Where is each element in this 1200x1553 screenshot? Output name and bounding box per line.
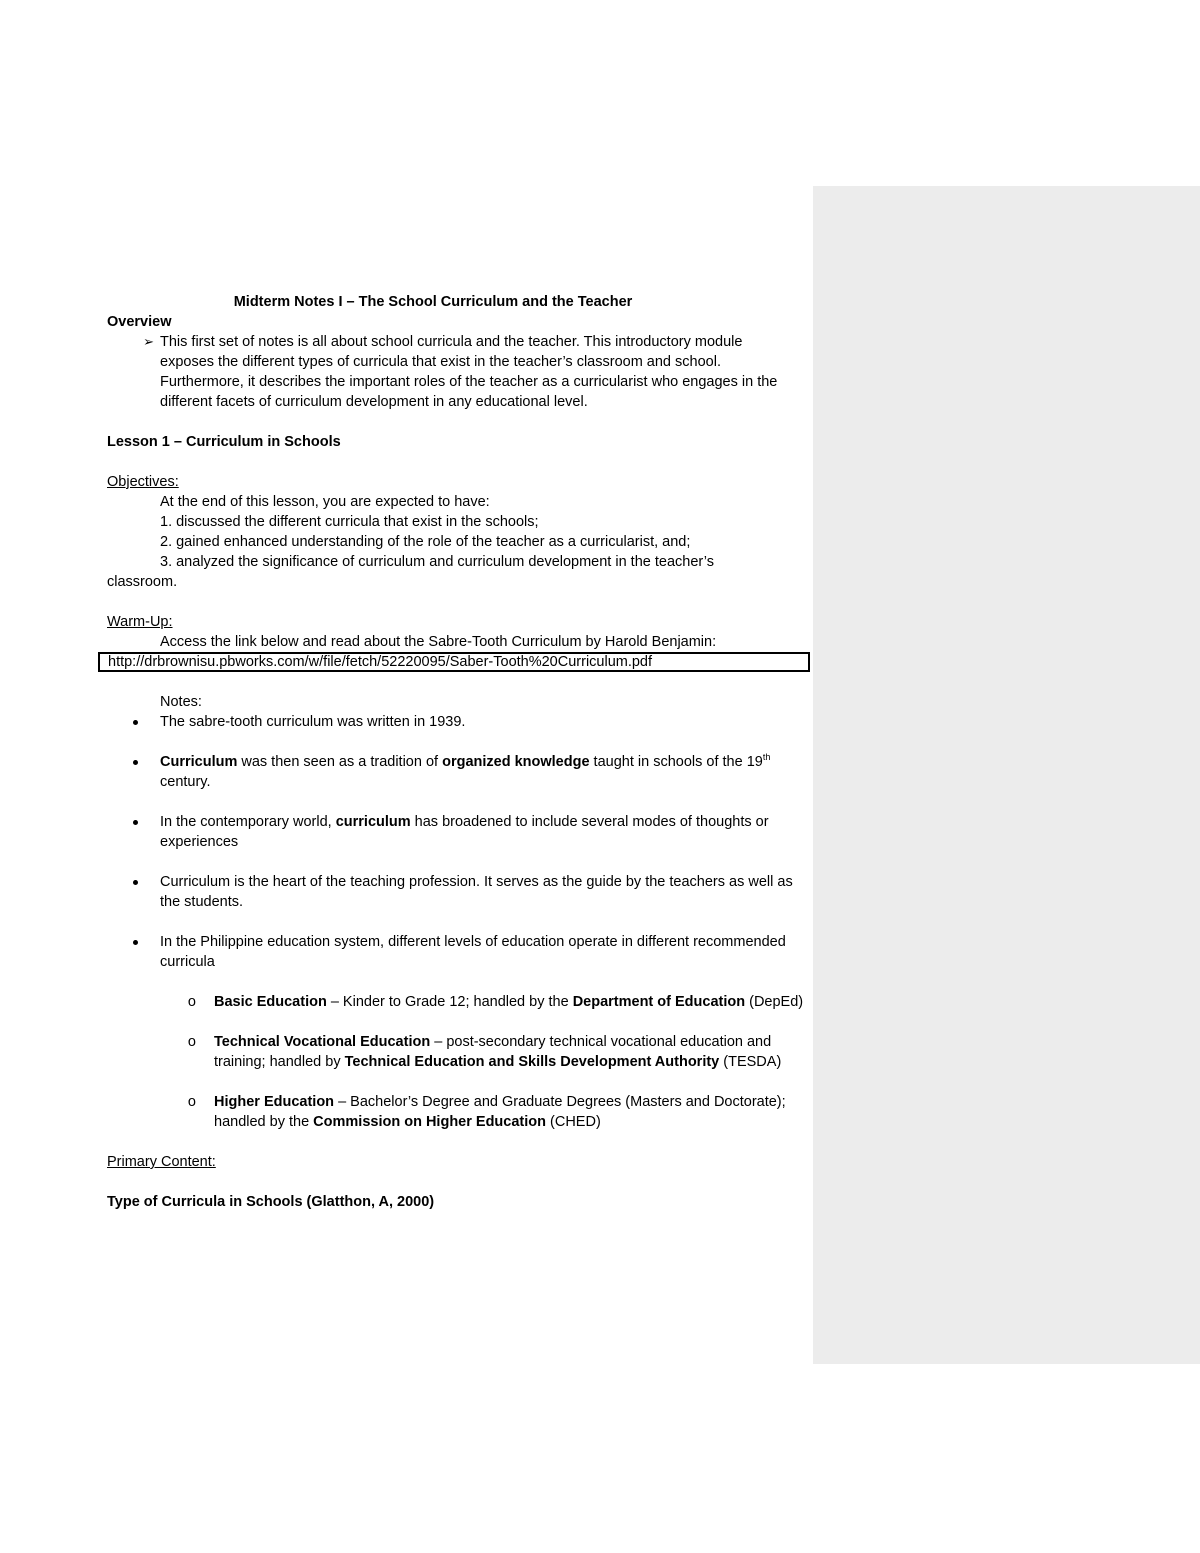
lesson-heading: Lesson 1 – Curriculum in Schools xyxy=(107,434,341,450)
note-text: The sabre-tooth curriculum was written in 1939. xyxy=(160,714,466,730)
overview-heading: Overview xyxy=(107,314,172,330)
objective-item-3-cont: classroom. xyxy=(107,574,178,590)
notes-heading: Notes: xyxy=(160,694,202,710)
list-item xyxy=(107,872,812,912)
warmup-intro: Access the link below and read about the Sabre-Tooth Curriculum by Harold Benjamin: xyxy=(160,634,717,650)
sub-item-text: Higher Education – Bachelor’s Degree and Graduate Degrees (Masters and Doctorate); handled by the Commission on Higher Education (CHED) xyxy=(214,1094,786,1130)
note-text: In the contemporary world, curriculum has broadened to include several modes of thoughts or experiences xyxy=(160,814,769,850)
sub-list-item xyxy=(107,1092,812,1132)
list-item xyxy=(107,812,812,852)
list-item xyxy=(107,932,812,972)
comment-pane xyxy=(813,186,1200,1364)
objectives-heading: Objectives: xyxy=(107,474,179,490)
sub-list-item xyxy=(107,1032,812,1072)
objective-item-1: 1. discussed the different curricula that exist in the schools; xyxy=(160,514,539,530)
overview-text: This first set of notes is all about school curricula and the teacher. This introductory module exposes the different types of curricula that exist in the teacher’s classroom and school. Furthermore, it describes the important roles of the teacher as a curricularist who engages in the different facets of curriculum development in any educational level. xyxy=(160,334,778,410)
bullet-icon xyxy=(107,932,160,972)
sub-item-text: Technical Vocational Education – post-secondary technical vocational education and training; handled by Technical Education and Skills Development Authority (TESDA) xyxy=(214,1034,782,1070)
bullet-icon xyxy=(107,812,160,852)
circle-bullet-icon: o xyxy=(187,994,196,1010)
objective-item-2: 2. gained enhanced understanding of the role of the teacher as a curricularist, and; xyxy=(160,534,691,550)
list-item xyxy=(107,752,812,792)
sabre-tooth-link[interactable]: http://drbrownisu.pbworks.com/w/file/fetch/52220095/Saber-Tooth%20Curriculum.pdf xyxy=(98,652,810,672)
circle-bullet-icon: o xyxy=(187,1034,196,1050)
objective-item-3: 3. analyzed the significance of curriculum and curriculum development in the teacher’s xyxy=(160,554,714,570)
warmup-heading: Warm-Up: xyxy=(107,614,173,630)
document-body xyxy=(107,292,812,1212)
bullet-icon xyxy=(107,872,160,912)
page-title: Midterm Notes I – The School Curriculum and the Teacher xyxy=(233,294,633,310)
bullet-icon xyxy=(107,712,160,732)
note-text: Curriculum was then seen as a tradition of organized knowledge taught in schools of the 19th century. xyxy=(160,752,771,790)
list-item xyxy=(107,712,812,732)
circle-bullet-icon: o xyxy=(187,1094,196,1110)
arrow-bullet-icon: ➢ xyxy=(143,334,154,349)
note-text: In the Philippine education system, different levels of education operate in different recommended curricula xyxy=(160,934,786,970)
primary-content-heading: Primary Content: xyxy=(107,1154,216,1170)
sub-item-text: Basic Education – Kinder to Grade 12; handled by the Department of Education (DepEd) xyxy=(214,994,804,1010)
note-text: Curriculum is the heart of the teaching profession. It serves as the guide by the teachers as well as the students. xyxy=(160,874,793,910)
objectives-intro: At the end of this lesson, you are expected to have: xyxy=(160,494,490,510)
sub-list-item xyxy=(107,992,812,1012)
overview-item xyxy=(107,332,812,412)
curricula-types-heading: Type of Curricula in Schools (Glatthon, A, 2000) xyxy=(107,1194,435,1210)
bullet-icon xyxy=(107,752,160,792)
